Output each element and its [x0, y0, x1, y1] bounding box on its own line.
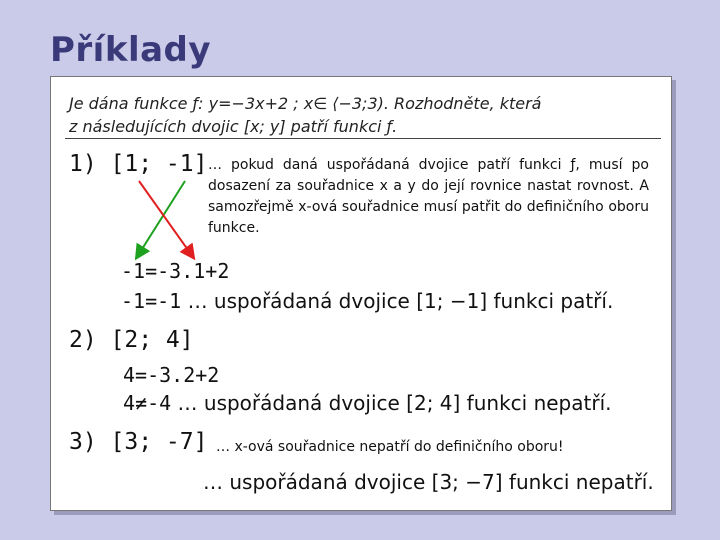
case1-eq2-left: -1=-1: [121, 289, 182, 313]
slide-title: Příklady: [50, 30, 212, 70]
case1-eq2-text: … uspořádaná dvojice [1; −1] funkci patří.: [187, 289, 614, 313]
intro-line-2: z následujících dvojic [x; y] patří funkci ƒ.: [69, 117, 398, 136]
case3-note: … x-ová souřadnice nepatří do definičního oboru!: [216, 439, 564, 455]
case2-eq1: 4=-3.2+2: [123, 363, 220, 387]
content-box: [50, 76, 672, 511]
green-arrow: [137, 181, 185, 257]
case2-eq2-left: 4≠-4: [123, 391, 172, 415]
case1-eq1: -1=-3.1+2: [121, 259, 230, 283]
case3-label: 3) [3; -7]: [69, 429, 208, 455]
case2-label: 2) [2; 4]: [69, 327, 194, 353]
intro-line-1: Je dána funkce ƒ: y=−3x+2 ; x∈ ⟨−3;3). Rozhodněte, která: [69, 94, 542, 113]
case2-eq2-text: … uspořádaná dvojice [2; 4] funkci nepatří.: [177, 391, 612, 415]
red-arrow: [139, 181, 193, 257]
case1-eq2: [121, 289, 613, 313]
case1-note: … pokud daná uspořádaná dvojice patří funkci ƒ, musí po dosazení za souřadnice x a y do její rovnice nastat rovnost. A samozřejmě x-ová souřadnice musí patřit do definičního oboru funkce.: [208, 157, 649, 236]
case3-conclusion: … uspořádaná dvojice [3; −7] funkci nepatří.: [203, 470, 654, 494]
case2-eq2: [123, 391, 611, 415]
case1-label: 1) [1; -1]: [69, 151, 208, 177]
